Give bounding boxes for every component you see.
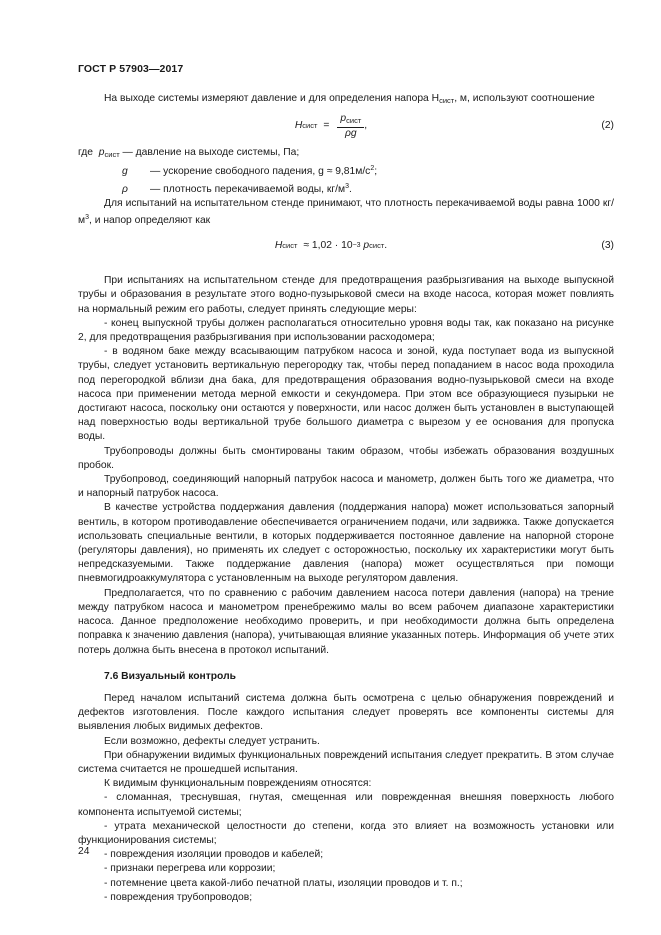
- list-item: - утрата механической целостности до степени, когда это влияет на возможность установки или функционирования системы;: [78, 820, 614, 846]
- paragraph: Если возможно, дефекты следует устранить.: [104, 735, 320, 747]
- paragraph: При испытаниях на испытательном стенде для предотвращения разбрызгивания на выходе выпускной трубы и образования в результате этого водно-пузырьковой смеси на входе насоса, которая может повлиять на нормальный режим его работы, следует принять следующие меры:: [78, 275, 614, 315]
- where-line: где $p_{сист}$ — давление на выходе системы, Па;: [78, 147, 300, 160]
- where-line: ρ — плотность перекачиваемой воды, $кг/м^3$.: [122, 182, 352, 195]
- paragraph: К видимым функциональным повреждениям относятся:: [104, 778, 372, 790]
- document-body: [78, 92, 614, 905]
- section-heading: 7.6 Визуальный контроль: [104, 670, 236, 682]
- paragraph: Перед началом испытаний система должна быть осмотрена с целью обнаружения повреждений и дефектов изготовления. После каждого испытания следует проверять все компоненты системы для выявления любых видимых дефектов.: [78, 692, 614, 733]
- list-item: - признаки перегрева или коррозии;: [104, 863, 276, 875]
- where-block: [78, 146, 614, 197]
- paragraph: При обнаружении видимых функциональных повреждений испытания следует прекратить. В этом случае система считается не прошедшей испытания.: [78, 749, 614, 775]
- formula-3: H сист ≈ 1,02 · 10 −3 p сист . (3): [78, 232, 614, 260]
- page-number: 24: [78, 846, 90, 857]
- list-item: - сломанная, треснувшая, гнутая, смещенная или поврежденная внешняя поверхность любого компонента испытуемой системы;: [78, 792, 614, 818]
- list-item: - потемнение цвета какой-либо печатной платы, изоляции проводов и т. п.;: [104, 877, 463, 889]
- formula-2: H сист = $\frac{p_{сист}}{\rho g}$ , (2): [294, 112, 614, 139]
- list-item: - в водяном баке между всасывающим патрубком насоса и зоной, куда поступает вода из выпускной трубы, следует установить вертикальную перегородку так, чтобы перед попаданием в насос вода проходила под перегородкой вблизи дна бака, для предотвращения образования водно-пузырьковой смеси на входе насоса при применении метода мерной емкости и секундомера. При этом все образующиеся пузырьки не достигают насоса, поскольку они остаются у поверхности, или насос должен быть установлен в выступающей над поверхностью воды вертикальной трубе большого диаметра с вырезом у ее основания для пропуска воды.: [78, 346, 614, 443]
- standard-header: ГОСТ Р 57903—2017: [78, 63, 184, 75]
- list-item: - повреждения трубопроводов;: [104, 891, 253, 903]
- formula-number: (3): [601, 240, 614, 252]
- paragraph: Предполагается, что по сравнению с рабочим давлением насоса потери давления (напора) на трение между патрубком насоса и манометром пренебрежимо малы во всем рабочем диапазоне характеристики насоса. Данное предположение необходимо проверить, и при необходимости должна быть определена поправка к значению давления (напора), учитывающая влияние указанных потерь. Информация об учете этих потерь должна быть внесена в протокол испытаний.: [78, 587, 614, 656]
- where-line: g — ускорение свободного падения, $g \approx 9,81м/с^2$;: [122, 165, 378, 178]
- paragraph: На выходе системы измеряют давление и для определения напора $H_{сист}$, м, используют соотношение: [104, 93, 595, 105]
- list-item: - конец выпускной трубы должен располагаться относительно уровня воды так, как показано на рисунке 2, для предотвращения разбрызгивания при использовании расходомера;: [78, 317, 614, 344]
- formula-number: (2): [601, 120, 614, 132]
- paragraph: В качестве устройства поддержания давления (поддержания напора) может использоваться запорный вентиль, в котором противодавление обеспечивается ограничением подачи, или задвижка. Также допускается использовать специальные вентили, в которых поддерживается постоянное давление на напорной стороне (регуляторы давления), но применять их следует с осторожностью, поскольку их характеристики могут быть непредсказуемыми. Также поддержание давления (напора) может осуществляться при помощи пневмогидроаккумулятора с установленным на выходе регулятором давления.: [78, 502, 614, 585]
- fraction: $\frac{p_{сист}}{\rho g}$: [337, 113, 364, 140]
- paragraph: Для испытаний на испытательном стенде принимают, что плотность перекачиваемой воды равна 1000 $кг/м^3$, и напор определяют как: [78, 197, 614, 227]
- paragraph: Трубопроводы должны быть смонтированы таким образом, чтобы избежать образования воздушных пробок.: [78, 445, 614, 471]
- paragraph: Трубопровод, соединяющий напорный патрубок насоса и манометр, должен быть того же диаметра, что и напорный патрубок насоса.: [78, 474, 614, 500]
- list-item: - повреждения изоляции проводов и кабелей;: [104, 849, 324, 861]
